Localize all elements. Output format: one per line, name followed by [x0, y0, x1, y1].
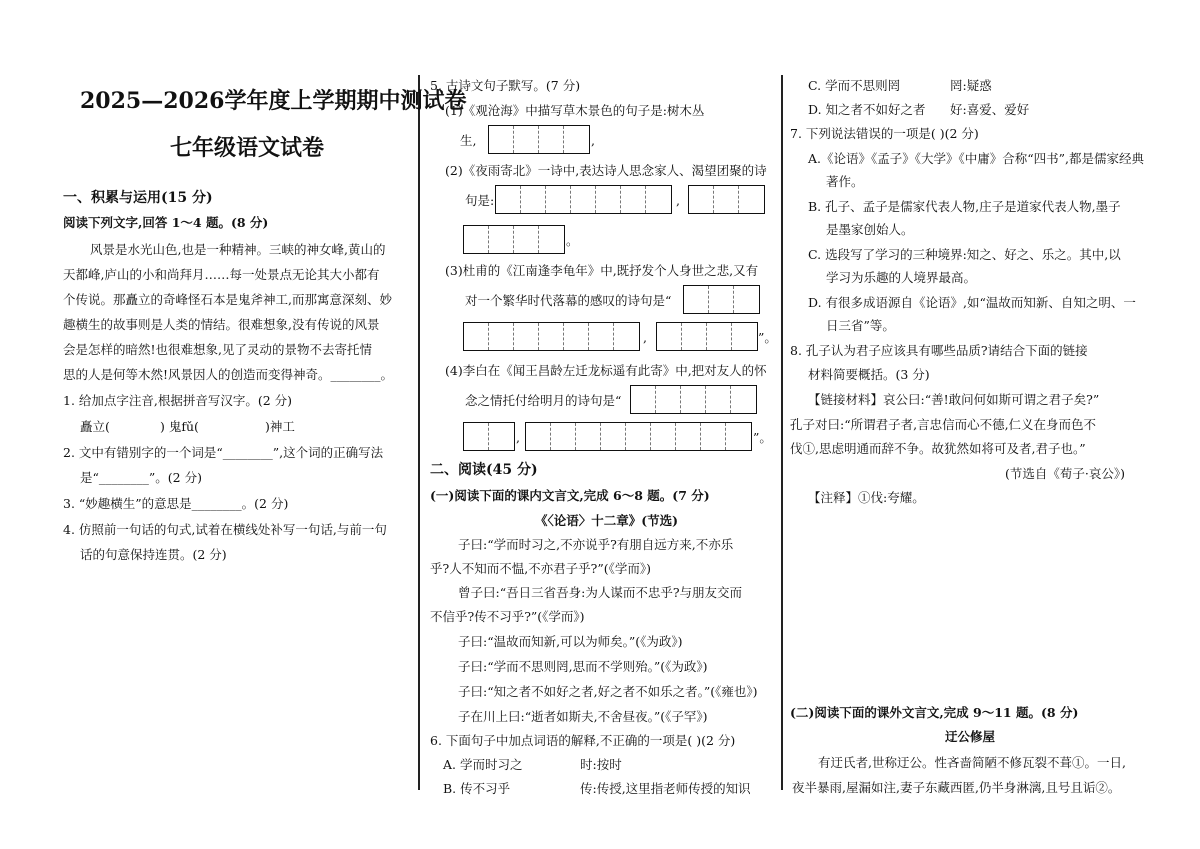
q6-option-d: D. 知之者不如好之者	[808, 102, 926, 117]
link-material: 伐①,思虑明通而辞不争。故犹然如将可及者,君子也。”	[790, 441, 1086, 456]
link-material: 孔子对曰:“所谓君子者,言忠信而心不德,仁义在身而色不	[790, 417, 1097, 432]
period: 。	[566, 233, 579, 248]
quote-end: ”。	[753, 430, 772, 445]
answer-grid[interactable]	[688, 185, 765, 214]
q6-option-b-gloss: 传:传授,这里指老师传授的知识	[580, 781, 751, 796]
column-divider-2	[781, 75, 783, 790]
question-1-blank-a[interactable]: 矗立(	[80, 419, 110, 434]
question-4: 话的句意保持连贯。(2 分)	[80, 547, 227, 562]
classic-line: 子曰:“知之者不如好之者,好之者不如乐之者。”(《雍也》)	[458, 684, 758, 699]
question-8: 8. 孔子认为君子应该具有哪些品质?请结合下面的链接	[790, 343, 1088, 358]
answer-grid[interactable]	[656, 322, 758, 351]
classic-line: 曾子曰:“吾日三省吾身:为人谋而不忠乎?与朋友交而	[458, 585, 743, 600]
q7-option-c: C. 选段写了学习的三种境界:知之、好之、乐之。其中,以	[808, 247, 1121, 262]
question-4: 4. 仿照前一句话的句式,试着在横线处补写一句话,与前一句	[63, 522, 387, 537]
passage-line: 会是怎样的暗然!也很难想象,见了灵动的景物不去寄托情	[63, 342, 372, 357]
link-material: 【链接材料】哀公曰:“善!敢问何如斯可谓之君子矣?”	[808, 392, 1100, 407]
q6-option-d-gloss: 好:喜爱、爱好	[950, 102, 1030, 117]
question-5-4: (4)李白在《闻王昌龄左迁龙标遥有此寄》中,把对友人的怀	[445, 363, 767, 378]
text2-line: 夜半暴雨,屋漏如注,妻子东藏西匿,仍半身淋漓,且号且诟②。	[792, 780, 1121, 795]
question-1: 1. 给加点字注音,根据拼音写汉字。(2 分)	[63, 393, 293, 408]
passage-line: 个传说。那矗立的奇峰怪石本是鬼斧神工,而那寓意深刻、妙	[63, 292, 392, 307]
part1-heading: 一、积累与运用(15 分)	[63, 190, 213, 206]
q6-option-a-gloss: 时:按时	[580, 757, 622, 772]
answer-grid[interactable]	[463, 322, 640, 351]
question-5-3: (3)杜甫的《江南逢李龟年》中,既抒发个人身世之悲,又有	[445, 263, 759, 278]
q6-option-a: A. 学而时习之	[443, 757, 523, 772]
q7-option-c-cont: 学习为乐趣的人境界最高。	[826, 270, 977, 285]
page-subtitle: 七年级语文试卷	[170, 135, 325, 161]
q7-option-d: D. 有很多成语源自《论语》,如“温故而知新、自知之明、一	[808, 295, 1136, 310]
question-5-4-lead: 念之情托付给明月的诗句是“	[465, 393, 622, 408]
page-title: 2025—2026学年度上学期期中测试卷	[80, 88, 467, 114]
q7-option-b: B. 孔子、孟子是儒家代表人物,庄子是道家代表人物,墨子	[808, 199, 1121, 214]
comma: ,	[676, 193, 680, 208]
question-2: 2. 文中有错别字的一个词是“________”,这个词的正确写法	[63, 445, 384, 460]
question-1-blank-b[interactable]: ) 鬼fǔ(	[160, 419, 199, 434]
question-5-1: (1)《观沧海》中描写草木景色的句子是:树木丛	[445, 103, 705, 118]
passage-line: 天都峰,庐山的小和尚拜月……每一处景点无论其大小都有	[63, 267, 380, 282]
q7-option-b-cont: 是墨家创始人。	[826, 222, 914, 237]
part2-sub1: (一)阅读下面的课内文言文,完成 6～8 题。(7 分)	[430, 488, 710, 503]
part2-sub2: (二)阅读下面的课外文言文,完成 9～11 题。(8 分)	[790, 705, 1079, 720]
answer-grid[interactable]	[683, 285, 760, 314]
question-1-blank-c[interactable]: )神工	[265, 419, 295, 434]
question-5-title: 5. 古诗文句子默写。(7 分)	[430, 78, 581, 93]
text-title: 《〈论语〉十二章》(节选)	[535, 513, 679, 528]
question-8: 材料简要概括。(3 分)	[808, 367, 930, 382]
text2-title: 迂公修屋	[945, 729, 996, 744]
question-5-3-lead: 对一个繁华时代落幕的感叹的诗句是“	[465, 293, 672, 308]
part2-heading: 二、阅读(45 分)	[430, 462, 538, 478]
quote-end: ”。	[758, 330, 777, 345]
q6-option-b: B. 传不习乎	[443, 781, 511, 796]
answer-grid[interactable]	[463, 225, 565, 254]
classic-line: 子曰:“学而时习之,不亦说乎?有朋自远方来,不亦乐	[458, 537, 734, 552]
answer-grid[interactable]	[495, 185, 672, 214]
q6-option-c: C. 学而不思则罔	[808, 78, 901, 93]
passage-line: 风景是水光山色,也是一种精神。三峡的神女峰,黄山的	[90, 242, 386, 257]
passage-line: 思的人是何等木然!风景因人的创造而变得神奇。________。	[63, 367, 394, 382]
q7-option-a-cont: 著作。	[826, 174, 864, 189]
answer-grid[interactable]	[463, 422, 515, 451]
classic-line: 子曰:“温故而知新,可以为师矣。”(《为政》)	[458, 634, 683, 649]
passage-line: 趣横生的故事则是人类的情结。很难想象,没有传说的风景	[63, 317, 380, 332]
classic-line: 不信乎?传不习乎?”(《学而》)	[430, 609, 585, 624]
link-note: 【注释】①伐:夸耀。	[808, 490, 925, 505]
question-5-2: (2)《夜雨寄北》一诗中,表达诗人思念家人、渴望团聚的诗	[445, 163, 767, 178]
classic-line: 子曰:“学而不思则罔,思而不学则殆。”(《为政》)	[458, 659, 708, 674]
question-6: 6. 下面句子中加点词语的解释,不正确的一项是( )(2 分)	[430, 733, 736, 748]
classic-line: 乎?人不知而不愠,不亦君子乎?”(《学而》)	[430, 561, 652, 576]
question-3: 3. “妙趣横生”的意思是________。(2 分)	[63, 496, 289, 511]
answer-grid[interactable]	[488, 125, 590, 154]
comma: ,	[591, 133, 595, 148]
column-divider-1	[418, 75, 420, 790]
comma: ,	[516, 430, 520, 445]
classic-line: 子在川上曰:“逝者如斯夫,不舍昼夜。”(《子罕》)	[458, 709, 708, 724]
question-2: 是“________”。(2 分)	[80, 470, 202, 485]
question-7: 7. 下列说法错误的一项是( )(2 分)	[790, 126, 979, 141]
link-source: (节选自《荀子·哀公》)	[1005, 466, 1125, 481]
q6-option-c-gloss: 罔:疑惑	[950, 78, 992, 93]
text2-line: 有迂氏者,世称迂公。性吝啬简陋不修瓦裂不葺①。一日,	[818, 755, 1126, 770]
part1-instruction: 阅读下列文字,回答 1～4 题。(8 分)	[63, 215, 269, 230]
question-5-2-lead: 句是:	[465, 193, 495, 208]
question-5-1-lead: 生,	[460, 133, 477, 148]
answer-grid[interactable]	[525, 422, 752, 451]
comma: ,	[643, 330, 647, 345]
q7-option-d-cont: 日三省”等。	[826, 318, 895, 333]
q7-option-a: A.《论语》《孟子》《大学》《中庸》合称“四书”,都是儒家经典	[808, 151, 1145, 166]
answer-grid[interactable]	[630, 385, 757, 414]
